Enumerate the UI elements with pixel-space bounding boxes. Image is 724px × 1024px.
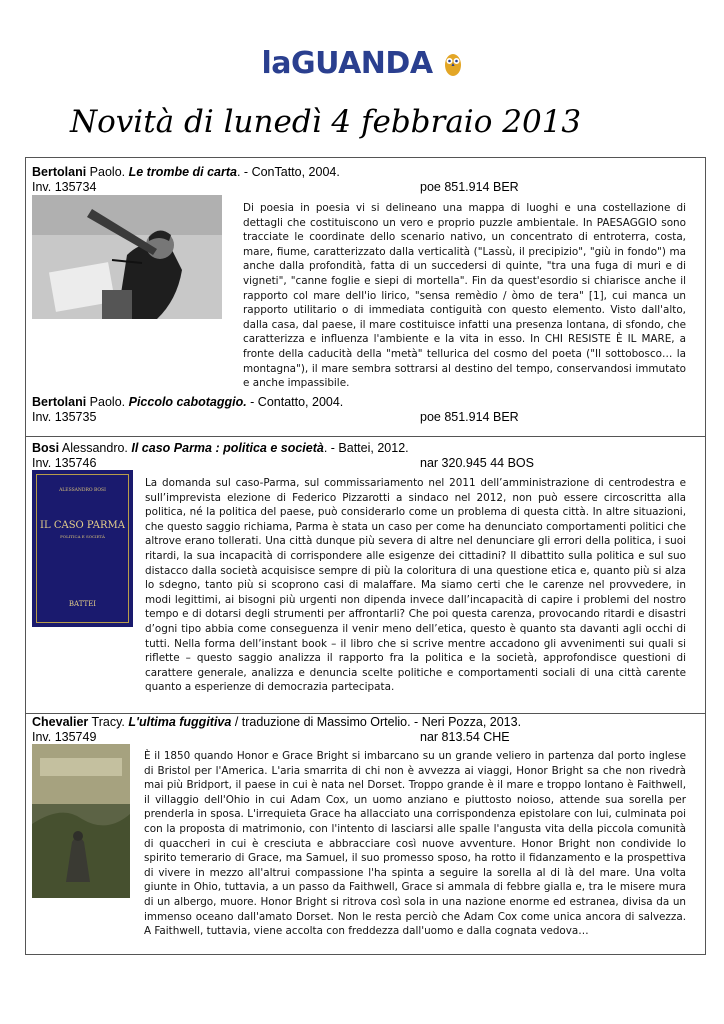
book-title: L'ultima fuggitiva: [128, 715, 232, 729]
inventory-number: Inv. 135734: [32, 180, 97, 194]
book-cover: [32, 744, 130, 898]
catalog-entry-header: Chevalier Tracy. L'ultima fuggitiva / traduzione di Massimo Ortelio. - Neri Pozza, 2013.: [32, 715, 522, 729]
inventory-number: Inv. 135746: [32, 456, 97, 470]
call-number: poe 851.914 BER: [420, 410, 519, 424]
book-title: Piccolo cabotaggio.: [128, 395, 247, 409]
catalog-entry-header: Bertolani Paolo. Le trombe di carta. - ConTatto, 2004.: [32, 165, 340, 179]
book-cover: ALESSANDRO BOSI IL CASO PARMA POLITICA E SOCIETÀ BATTEI: [32, 470, 133, 627]
catalog-entry-header: Bosi Alessandro. Il caso Parma : politica e società. - Battei, 2012.: [32, 441, 409, 455]
call-number: poe 851.914 BER: [420, 180, 519, 194]
logo-text: laGUANDA: [261, 46, 433, 81]
inventory-number: Inv. 135749: [32, 730, 97, 744]
book-abstract: È il 1850 quando Honor e Grace Bright si imbarcano su un grande veliero in partenza dal porto inglese di Bristol per l'America. L'aria smarrita di chi non è avvezza ai viaggi, Honor Bright sa che non rivedrà mai più Bridport, il paese in cui è nata nel Dorset. Troppo grande è il mare e troppo lontano è Faithwell, il villaggio dell'Ohio in cui Adam Cox, un uomo anziano e piuttosto noioso, attende sua sorella per prenderla in sposa. L'irrequieta Grace ha allacciato una corrispondenza epistolare con lui, culminata poi con la proposta di matrimonio, con l'intento di lasciarsi alle spalle l'angusta vita della piccola comunità di quaccheri in cui è cresciuta e abbracciare così nuove avventure. Honor Bright non condivide lo spirito temerario di Grace, ma Samuel, il suo promesso sposo, ha rotto il fidanzamento e la prospettiva di vivere in mezzo all'altrui compassione l'ha spinta a seguire la sorella al di là del mare. Una volta giunte in Ohio, tuttavia, a un passo da Faithwell, Grace si ammala di febbre gialla e, tra le misere mura di un albergo, muore. Honor Bright si ritrova così sola in una nazione enorme ed estranea, divisa da un immenso oceano dall'amato Dorset. Non le resta perciò che Adam Cox come unica ancora di salvezza. A Faithwell, tuttavia, viene accolta con freddezza dall'uomo e dalla cognata vedova…: [144, 750, 686, 938]
catalog-entry-header: Bertolani Paolo. Piccolo cabotaggio. - Contatto, 2004.: [32, 395, 344, 409]
page-title: Novità di lunedì 4 febbraio 2013: [70, 104, 582, 140]
inventory-number: Inv. 135735: [32, 410, 97, 424]
author-photo: [32, 195, 222, 319]
divider: [25, 436, 706, 437]
call-number: nar 320.945 44 BOS: [420, 456, 534, 470]
owl-icon: [443, 48, 463, 78]
book-abstract: Di poesia in poesia vi si delineano una mappa di luoghi e una costellazione di dettagli che costituiscono un vero e proprio puzzle ambientale. In PAESAGGIO sono tracciate le coordinate dello scenario nativo, un concentrato di entroterra, costa, mare, fiume, caratterizzato dalla verticalità ("Lassù, il precipizio", "giù in fondo") ma anche dalla profondità, fatta di un succedersi di quinte, "tra una fuga di muri e di vigneti", "canne foglie e siepi di mortella". Fin da quest'esordio si chiarisce anche il rapporto col mare dell'io lirico, "sensa remèdio / òmo de tera" [1], cui manca un rapporto utilitario o di immediata contiguità con questo elemento. Visto dall'alto, dalla casa, dal paese, il mare costituisce infatti una presenza lontana, di sfondo, che caratterizza e influenza l'ambiente e la vita in esso. In CHI RESISTE È IL MARE, a fronte della caducità della "metà" tellurica del cosmo del poeta ("Il sottobosco… la montagna"), il mare sembra sottrarsi al destino del tempo, conservandosi immutato e anche impassibile.: [243, 202, 686, 390]
book-title: Le trombe di carta: [128, 165, 237, 179]
book-abstract: La domanda sul caso-Parma, sul commissariamento nel 2011 dell’amministrazione di centrodestra e sull’imprevista elezione di Federico Pizzarotti a sindaco nel 2012, non può essere circoscritta alla politica, né la politica del paese, può considerarlo come un problema di questa città. In altre situazioni, che questo saggio richiama, Parma è stata un caso per come ha denunciato comportamenti politici che altrove erano tollerati. Una città dunque più severa di altre nel denunciare gli errori della politica, i suoi ritardi, la sua incapacità di corrispondere alle esigenze dei cittadini? Il dibattito sulla politica e sul suo distacco dalla società acquisisce sempre di più la coloritura di una questione etica e, quanto più si alza lo sdegno, tanto più si scoprono casi di malaffare. Ma siamo certi che le carenze nel provvedere, in modi legittimi, ai bisogni più urgenti non dipenda invece dall’incapacità di capire i problemi del nostro tempo e di dotarsi degli strumenti per affrontarli? Che poi questa carenza, provocando ritardi e disastri d’ogni tipo abbia come conseguenza il venir meno dell’etica, questo è quanto sta davanti agli occhi di tutti. Nella forma dell’instant book – il libro che si scrive mentre accadono gli avvenimenti sui quali si riflette – questo saggio analizza il rapporto fra la politica e la società, approfondisce questioni di carattere generale, analizza e denuncia scelte politiche e comportamenti sociali di una città carente quanto a esperienze di democrazia partecipata.: [145, 477, 686, 694]
divider: [25, 713, 706, 714]
call-number: nar 813.54 CHE: [420, 730, 510, 744]
publisher-logo: [0, 46, 724, 86]
book-title: Il caso Parma : politica e società: [131, 441, 324, 455]
